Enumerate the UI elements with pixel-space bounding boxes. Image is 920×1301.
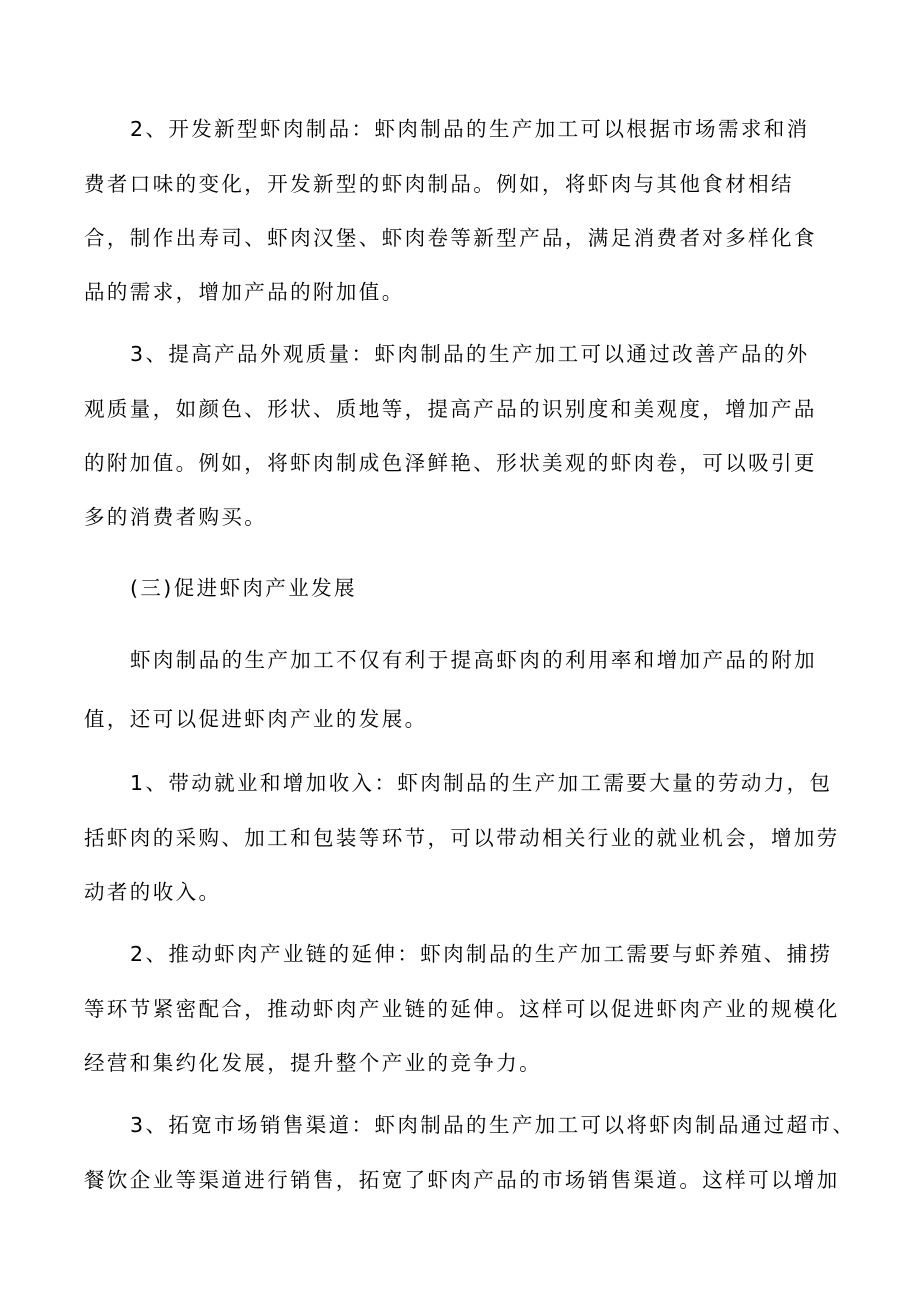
intro-paragraph-line-1: 虾肉制品的生产加工不仅有利于提高虾肉的利用率和增加产品的附加 <box>130 648 817 672</box>
item-1-line-1: 1、带动就业和增加收入：虾肉制品的生产加工需要大量的劳动力，包 <box>130 771 833 795</box>
paragraph-3-line-3: 的附加值。例如，将虾肉制成色泽鲜艳、形状美观的虾肉卷，可以吸引更 <box>84 451 817 475</box>
item-3-line-2: 餐饮企业等渠道进行销售，拓宽了虾肉产品的市场销售渠道。这样可以增加 <box>84 1168 840 1192</box>
item-1-line-3: 动者的收入。 <box>84 880 222 904</box>
paragraph-3-line-2: 观质量，如颜色、形状、质地等，提高产品的识别度和美观度，增加产品 <box>84 397 817 421</box>
item-3-line-1: 3、拓宽市场销售渠道：虾肉制品的生产加工可以将虾肉制品通过超市、 <box>130 1113 856 1137</box>
paragraph-3-line-4: 多的消费者购买。 <box>84 505 268 529</box>
intro-paragraph-line-2: 值，还可以促进虾肉产业的发展。 <box>84 707 428 731</box>
paragraph-2-line-2: 费者口味的变化，开发新型的虾肉制品。例如，将虾肉与其他食材相结 <box>84 172 794 196</box>
item-2-line-3: 经营和集约化发展，提升整个产业的竞争力。 <box>84 1051 542 1075</box>
item-2-line-1: 2、推动虾肉产业链的延伸：虾肉制品的生产加工需要与虾养殖、捕捞 <box>130 942 833 966</box>
paragraph-3-line-1: 3、提高产品外观质量：虾肉制品的生产加工可以通过改善产品的外 <box>130 342 810 366</box>
paragraph-2-line-4: 品的需求，增加产品的附加值。 <box>84 280 405 304</box>
paragraph-2-line-1: 2、开发新型虾肉制品：虾肉制品的生产加工可以根据市场需求和消 <box>130 117 810 141</box>
item-2-line-2: 等环节紧密配合，推动虾肉产业链的延伸。这样可以促进虾肉产业的规模化 <box>84 997 840 1021</box>
paragraph-2-line-3: 合，制作出寿司、虾肉汉堡、虾肉卷等新型产品，满足消费者对多样化食 <box>84 226 817 250</box>
item-1-line-2: 括虾肉的采购、加工和包装等环节，可以带动相关行业的就业机会，增加劳 <box>84 826 840 850</box>
section-heading: (三)促进虾肉产业发展 <box>130 576 357 600</box>
